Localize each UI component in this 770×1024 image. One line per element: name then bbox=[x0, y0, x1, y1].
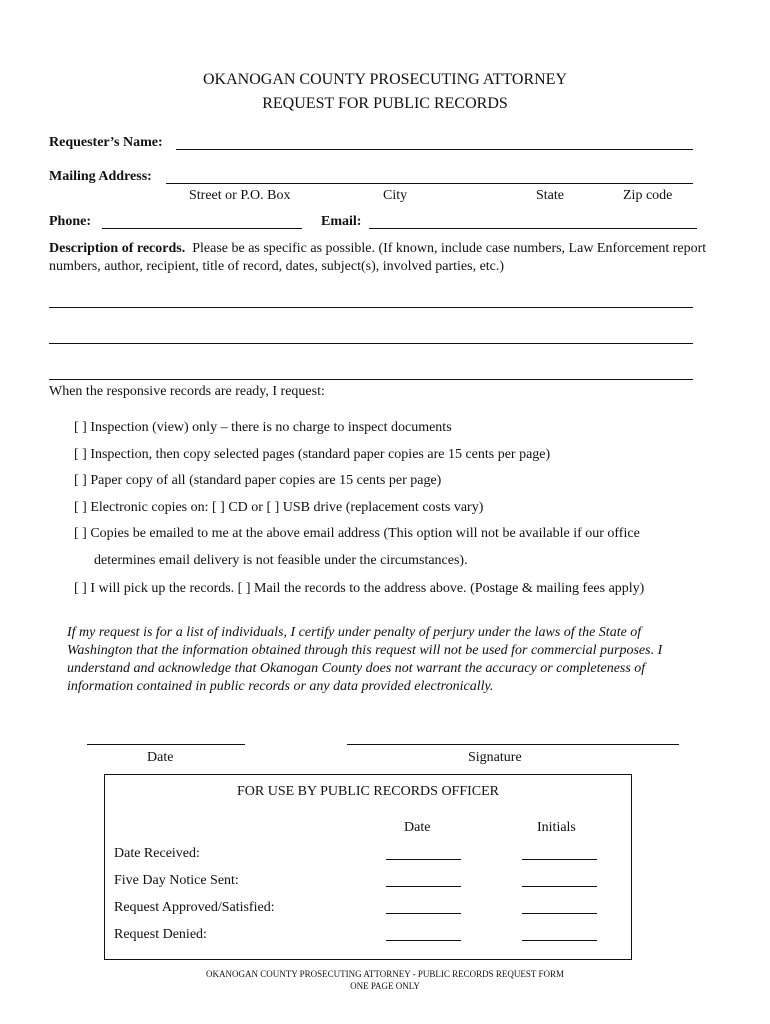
denied-initials-field[interactable] bbox=[522, 940, 597, 941]
form-title-line1: OKANOGAN COUNTY PROSECUTING ATTORNEY bbox=[202, 71, 567, 88]
signature-caption: Signature bbox=[468, 750, 522, 765]
description-line-2[interactable] bbox=[49, 343, 693, 344]
requester-name-label: Requester’s Name: bbox=[49, 135, 163, 150]
option-paper-copy[interactable]: [ ] Paper copy of all (standard paper copies are 15 cents per page) bbox=[74, 473, 442, 488]
requester-name-field[interactable] bbox=[176, 149, 693, 150]
date-received-date-field[interactable] bbox=[386, 859, 461, 860]
mailing-address-label: Mailing Address: bbox=[49, 169, 152, 184]
zip-caption: Zip code bbox=[623, 188, 673, 203]
phone-label: Phone: bbox=[49, 214, 91, 229]
description-instructions bbox=[49, 240, 709, 276]
signature-field[interactable] bbox=[347, 744, 679, 745]
certification-statement: If my request is for a list of individuals, I certify under penalty of perjury under the laws of the State of Washington that the information obtained through this request will not be used for commercial purposes. I understand and acknowledge that Okanogan County does not warrant the accuracy or completeness of information contained in public records or any data provided electronically. bbox=[67, 625, 663, 694]
notice-sent-date-field[interactable] bbox=[386, 886, 461, 887]
date-caption: Date bbox=[147, 750, 174, 765]
street-caption: Street or P.O. Box bbox=[189, 188, 291, 203]
footer-line1: OKANOGAN COUNTY PROSECUTING ATTORNEY - PUBLIC RECORDS REQUEST FORM bbox=[205, 969, 565, 979]
date-received-initials-field[interactable] bbox=[522, 859, 597, 860]
option-email-copies[interactable]: [ ] Copies be emailed to me at the above email address (This option will not be available if our office bbox=[74, 526, 640, 541]
email-label: Email: bbox=[321, 214, 362, 229]
denied-date-field[interactable] bbox=[386, 940, 461, 941]
date-signature-field[interactable] bbox=[87, 744, 245, 745]
phone-field[interactable] bbox=[102, 228, 302, 229]
notice-sent-initials-field[interactable] bbox=[522, 886, 597, 887]
officer-col-date: Date bbox=[404, 820, 431, 835]
mailing-address-field[interactable] bbox=[166, 183, 693, 184]
description-line-3[interactable] bbox=[49, 379, 693, 380]
option-inspection-only[interactable]: [ ] Inspection (view) only – there is no charge to inspect documents bbox=[74, 420, 452, 435]
officer-box-title: FOR USE BY PUBLIC RECORDS OFFICER bbox=[236, 784, 500, 799]
option-inspection-copy[interactable]: [ ] Inspection, then copy selected pages (standard paper copies are 15 cents per page) bbox=[74, 447, 551, 462]
description-heading: Description of records. bbox=[49, 241, 186, 256]
request-intro: When the responsive records are ready, I request: bbox=[49, 384, 325, 399]
officer-row-label: Five Day Notice Sent: bbox=[114, 873, 239, 888]
state-caption: State bbox=[536, 188, 564, 203]
option-electronic-copies[interactable]: [ ] Electronic copies on: [ ] CD or [ ] USB drive (replacement costs vary) bbox=[74, 500, 484, 515]
city-caption: City bbox=[383, 188, 408, 203]
approved-initials-field[interactable] bbox=[522, 913, 597, 914]
officer-row-label: Date Received: bbox=[114, 846, 200, 861]
option-email-copies-continued: determines email delivery is not feasible under the circumstances). bbox=[94, 553, 468, 568]
officer-row-label: Request Denied: bbox=[114, 927, 207, 942]
officer-col-initials: Initials bbox=[537, 820, 576, 835]
approved-date-field[interactable] bbox=[386, 913, 461, 914]
form-title-line2: REQUEST FOR PUBLIC RECORDS bbox=[262, 95, 508, 112]
footer-line2: ONE PAGE ONLY bbox=[350, 981, 420, 991]
officer-row-label: Request Approved/Satisfied: bbox=[114, 900, 275, 915]
email-field[interactable] bbox=[369, 228, 697, 229]
description-line-1[interactable] bbox=[49, 307, 693, 308]
option-pickup-or-mail[interactable]: [ ] I will pick up the records. [ ] Mail the records to the address above. (Postage & mailing fees apply) bbox=[74, 581, 645, 596]
description-text: Please be as specific as possible. (If known, include case numbers, Law Enforcement report numbers, author, recipient, title of record, dates, subject(s), involved parties, etc.) bbox=[49, 241, 707, 274]
